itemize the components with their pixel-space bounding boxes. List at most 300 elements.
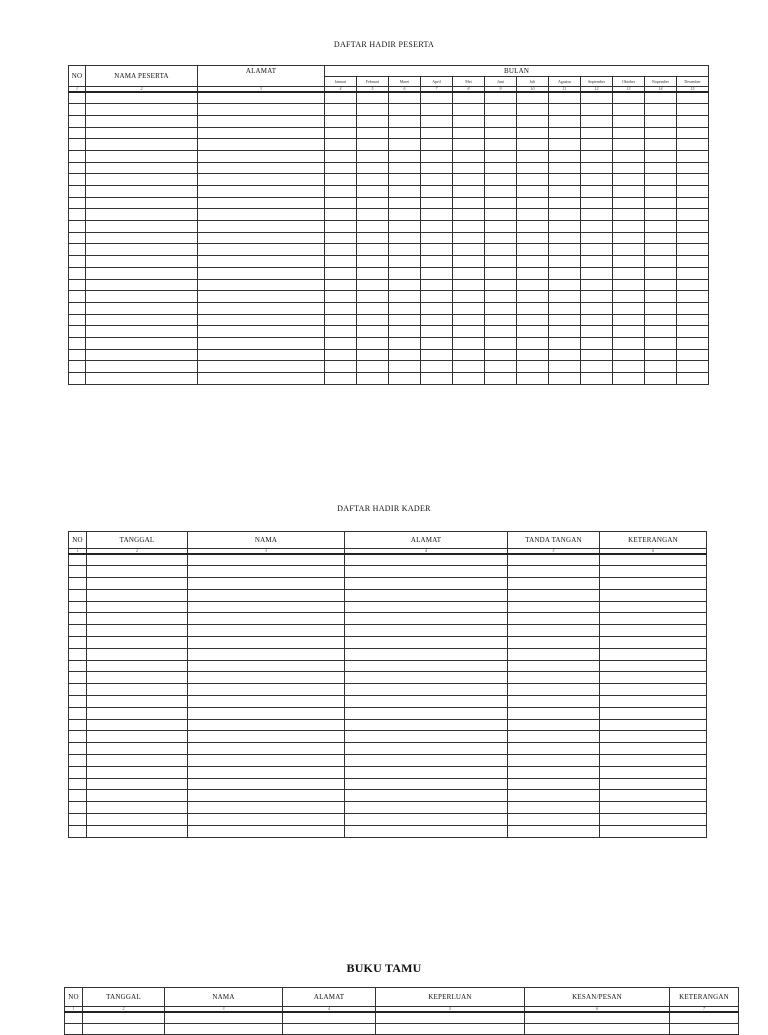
empty-cell[interactable] bbox=[198, 361, 325, 373]
empty-cell[interactable] bbox=[69, 755, 87, 767]
empty-cell[interactable] bbox=[517, 314, 549, 326]
empty-cell[interactable] bbox=[421, 92, 453, 104]
empty-cell[interactable] bbox=[86, 349, 198, 361]
empty-cell[interactable] bbox=[549, 209, 581, 221]
empty-cell[interactable] bbox=[389, 279, 421, 291]
empty-cell[interactable] bbox=[421, 337, 453, 349]
empty-cell[interactable] bbox=[69, 825, 87, 837]
empty-cell[interactable] bbox=[198, 291, 325, 303]
empty-cell[interactable] bbox=[198, 92, 325, 104]
empty-cell[interactable] bbox=[549, 221, 581, 233]
empty-cell[interactable] bbox=[613, 150, 645, 162]
empty-cell[interactable] bbox=[453, 92, 485, 104]
empty-cell[interactable] bbox=[508, 814, 600, 826]
empty-cell[interactable] bbox=[87, 707, 188, 719]
empty-cell[interactable] bbox=[581, 150, 613, 162]
empty-cell[interactable] bbox=[325, 337, 357, 349]
empty-cell[interactable] bbox=[677, 104, 709, 116]
empty-cell[interactable] bbox=[677, 361, 709, 373]
empty-cell[interactable] bbox=[549, 139, 581, 151]
empty-cell[interactable] bbox=[677, 267, 709, 279]
empty-cell[interactable] bbox=[345, 578, 508, 590]
empty-cell[interactable] bbox=[485, 291, 517, 303]
empty-cell[interactable] bbox=[188, 625, 345, 637]
empty-cell[interactable] bbox=[645, 209, 677, 221]
empty-cell[interactable] bbox=[345, 601, 508, 613]
empty-cell[interactable] bbox=[453, 291, 485, 303]
empty-cell[interactable] bbox=[86, 361, 198, 373]
empty-cell[interactable] bbox=[600, 613, 707, 625]
empty-cell[interactable] bbox=[325, 302, 357, 314]
empty-cell[interactable] bbox=[508, 802, 600, 814]
empty-cell[interactable] bbox=[517, 139, 549, 151]
empty-cell[interactable] bbox=[517, 361, 549, 373]
empty-cell[interactable] bbox=[87, 719, 188, 731]
empty-cell[interactable] bbox=[549, 104, 581, 116]
empty-cell[interactable] bbox=[600, 731, 707, 743]
empty-cell[interactable] bbox=[581, 139, 613, 151]
empty-cell[interactable] bbox=[508, 589, 600, 601]
empty-cell[interactable] bbox=[389, 209, 421, 221]
empty-cell[interactable] bbox=[188, 696, 345, 708]
empty-cell[interactable] bbox=[581, 314, 613, 326]
empty-cell[interactable] bbox=[421, 197, 453, 209]
empty-cell[interactable] bbox=[198, 115, 325, 127]
empty-cell[interactable] bbox=[345, 660, 508, 672]
empty-cell[interactable] bbox=[525, 1023, 670, 1034]
empty-cell[interactable] bbox=[188, 707, 345, 719]
empty-cell[interactable] bbox=[86, 139, 198, 151]
empty-cell[interactable] bbox=[389, 373, 421, 385]
empty-cell[interactable] bbox=[325, 139, 357, 151]
empty-cell[interactable] bbox=[69, 150, 86, 162]
empty-cell[interactable] bbox=[677, 197, 709, 209]
empty-cell[interactable] bbox=[357, 267, 389, 279]
empty-cell[interactable] bbox=[508, 637, 600, 649]
empty-cell[interactable] bbox=[65, 1012, 83, 1023]
empty-cell[interactable] bbox=[581, 361, 613, 373]
empty-cell[interactable] bbox=[188, 672, 345, 684]
empty-cell[interactable] bbox=[389, 186, 421, 198]
empty-cell[interactable] bbox=[613, 186, 645, 198]
empty-cell[interactable] bbox=[453, 197, 485, 209]
empty-cell[interactable] bbox=[69, 625, 87, 637]
empty-cell[interactable] bbox=[357, 221, 389, 233]
empty-cell[interactable] bbox=[345, 814, 508, 826]
empty-cell[interactable] bbox=[600, 743, 707, 755]
empty-cell[interactable] bbox=[188, 755, 345, 767]
empty-cell[interactable] bbox=[86, 302, 198, 314]
empty-cell[interactable] bbox=[83, 1012, 165, 1023]
empty-cell[interactable] bbox=[600, 684, 707, 696]
empty-cell[interactable] bbox=[69, 302, 86, 314]
empty-cell[interactable] bbox=[389, 104, 421, 116]
empty-cell[interactable] bbox=[613, 302, 645, 314]
empty-cell[interactable] bbox=[87, 684, 188, 696]
empty-cell[interactable] bbox=[69, 104, 86, 116]
empty-cell[interactable] bbox=[485, 361, 517, 373]
empty-cell[interactable] bbox=[188, 790, 345, 802]
empty-cell[interactable] bbox=[357, 373, 389, 385]
empty-cell[interactable] bbox=[86, 337, 198, 349]
empty-cell[interactable] bbox=[357, 104, 389, 116]
empty-cell[interactable] bbox=[345, 613, 508, 625]
empty-cell[interactable] bbox=[508, 766, 600, 778]
empty-cell[interactable] bbox=[421, 302, 453, 314]
empty-cell[interactable] bbox=[677, 302, 709, 314]
empty-cell[interactable] bbox=[69, 267, 86, 279]
empty-cell[interactable] bbox=[517, 232, 549, 244]
empty-cell[interactable] bbox=[345, 719, 508, 731]
empty-cell[interactable] bbox=[645, 221, 677, 233]
empty-cell[interactable] bbox=[345, 554, 508, 566]
empty-cell[interactable] bbox=[485, 256, 517, 268]
empty-cell[interactable] bbox=[508, 790, 600, 802]
empty-cell[interactable] bbox=[283, 1023, 376, 1034]
empty-cell[interactable] bbox=[677, 279, 709, 291]
empty-cell[interactable] bbox=[613, 162, 645, 174]
empty-cell[interactable] bbox=[188, 554, 345, 566]
empty-cell[interactable] bbox=[198, 267, 325, 279]
empty-cell[interactable] bbox=[485, 92, 517, 104]
empty-cell[interactable] bbox=[198, 186, 325, 198]
empty-cell[interactable] bbox=[613, 174, 645, 186]
empty-cell[interactable] bbox=[549, 337, 581, 349]
empty-cell[interactable] bbox=[677, 337, 709, 349]
empty-cell[interactable] bbox=[677, 244, 709, 256]
empty-cell[interactable] bbox=[581, 186, 613, 198]
empty-cell[interactable] bbox=[549, 279, 581, 291]
empty-cell[interactable] bbox=[613, 139, 645, 151]
empty-cell[interactable] bbox=[69, 601, 87, 613]
empty-cell[interactable] bbox=[508, 601, 600, 613]
empty-cell[interactable] bbox=[198, 326, 325, 338]
empty-cell[interactable] bbox=[345, 625, 508, 637]
empty-cell[interactable] bbox=[69, 707, 87, 719]
empty-cell[interactable] bbox=[69, 232, 86, 244]
empty-cell[interactable] bbox=[389, 139, 421, 151]
empty-cell[interactable] bbox=[549, 92, 581, 104]
empty-cell[interactable] bbox=[613, 361, 645, 373]
empty-cell[interactable] bbox=[581, 127, 613, 139]
empty-cell[interactable] bbox=[677, 186, 709, 198]
empty-cell[interactable] bbox=[453, 186, 485, 198]
empty-cell[interactable] bbox=[87, 601, 188, 613]
empty-cell[interactable] bbox=[188, 684, 345, 696]
empty-cell[interactable] bbox=[645, 302, 677, 314]
empty-cell[interactable] bbox=[421, 349, 453, 361]
empty-cell[interactable] bbox=[421, 279, 453, 291]
empty-cell[interactable] bbox=[389, 361, 421, 373]
empty-cell[interactable] bbox=[198, 337, 325, 349]
empty-cell[interactable] bbox=[677, 150, 709, 162]
empty-cell[interactable] bbox=[581, 174, 613, 186]
empty-cell[interactable] bbox=[188, 731, 345, 743]
empty-cell[interactable] bbox=[613, 267, 645, 279]
empty-cell[interactable] bbox=[613, 232, 645, 244]
empty-cell[interactable] bbox=[508, 684, 600, 696]
empty-cell[interactable] bbox=[198, 232, 325, 244]
empty-cell[interactable] bbox=[613, 279, 645, 291]
empty-cell[interactable] bbox=[345, 802, 508, 814]
empty-cell[interactable] bbox=[645, 232, 677, 244]
empty-cell[interactable] bbox=[485, 209, 517, 221]
empty-cell[interactable] bbox=[549, 256, 581, 268]
empty-cell[interactable] bbox=[645, 127, 677, 139]
empty-cell[interactable] bbox=[485, 302, 517, 314]
empty-cell[interactable] bbox=[69, 349, 86, 361]
empty-cell[interactable] bbox=[198, 373, 325, 385]
empty-cell[interactable] bbox=[677, 221, 709, 233]
empty-cell[interactable] bbox=[69, 337, 86, 349]
empty-cell[interactable] bbox=[421, 244, 453, 256]
empty-cell[interactable] bbox=[600, 637, 707, 649]
empty-cell[interactable] bbox=[87, 660, 188, 672]
empty-cell[interactable] bbox=[69, 684, 87, 696]
empty-cell[interactable] bbox=[453, 256, 485, 268]
empty-cell[interactable] bbox=[517, 197, 549, 209]
empty-cell[interactable] bbox=[581, 244, 613, 256]
empty-cell[interactable] bbox=[645, 361, 677, 373]
empty-cell[interactable] bbox=[600, 601, 707, 613]
empty-cell[interactable] bbox=[87, 696, 188, 708]
empty-cell[interactable] bbox=[198, 104, 325, 116]
empty-cell[interactable] bbox=[600, 790, 707, 802]
empty-cell[interactable] bbox=[508, 743, 600, 755]
empty-cell[interactable] bbox=[87, 625, 188, 637]
empty-cell[interactable] bbox=[69, 244, 86, 256]
empty-cell[interactable] bbox=[86, 244, 198, 256]
empty-cell[interactable] bbox=[581, 232, 613, 244]
empty-cell[interactable] bbox=[645, 326, 677, 338]
empty-cell[interactable] bbox=[357, 291, 389, 303]
empty-cell[interactable] bbox=[389, 150, 421, 162]
empty-cell[interactable] bbox=[188, 648, 345, 660]
empty-cell[interactable] bbox=[87, 802, 188, 814]
empty-cell[interactable] bbox=[600, 566, 707, 578]
empty-cell[interactable] bbox=[389, 244, 421, 256]
empty-cell[interactable] bbox=[357, 115, 389, 127]
empty-cell[interactable] bbox=[581, 279, 613, 291]
empty-cell[interactable] bbox=[645, 104, 677, 116]
empty-cell[interactable] bbox=[86, 209, 198, 221]
empty-cell[interactable] bbox=[376, 1023, 525, 1034]
empty-cell[interactable] bbox=[357, 337, 389, 349]
empty-cell[interactable] bbox=[517, 150, 549, 162]
empty-cell[interactable] bbox=[421, 314, 453, 326]
empty-cell[interactable] bbox=[87, 554, 188, 566]
empty-cell[interactable] bbox=[188, 743, 345, 755]
empty-cell[interactable] bbox=[357, 302, 389, 314]
empty-cell[interactable] bbox=[421, 267, 453, 279]
empty-cell[interactable] bbox=[69, 648, 87, 660]
empty-cell[interactable] bbox=[421, 256, 453, 268]
empty-cell[interactable] bbox=[421, 291, 453, 303]
empty-cell[interactable] bbox=[517, 104, 549, 116]
empty-cell[interactable] bbox=[517, 373, 549, 385]
empty-cell[interactable] bbox=[87, 825, 188, 837]
empty-cell[interactable] bbox=[581, 209, 613, 221]
empty-cell[interactable] bbox=[86, 115, 198, 127]
empty-cell[interactable] bbox=[581, 337, 613, 349]
empty-cell[interactable] bbox=[485, 221, 517, 233]
empty-cell[interactable] bbox=[86, 267, 198, 279]
empty-cell[interactable] bbox=[677, 209, 709, 221]
empty-cell[interactable] bbox=[188, 613, 345, 625]
empty-cell[interactable] bbox=[325, 186, 357, 198]
empty-cell[interactable] bbox=[508, 672, 600, 684]
empty-cell[interactable] bbox=[87, 648, 188, 660]
empty-cell[interactable] bbox=[670, 1023, 739, 1034]
empty-cell[interactable] bbox=[485, 104, 517, 116]
empty-cell[interactable] bbox=[69, 373, 86, 385]
empty-cell[interactable] bbox=[389, 349, 421, 361]
empty-cell[interactable] bbox=[357, 256, 389, 268]
empty-cell[interactable] bbox=[86, 373, 198, 385]
empty-cell[interactable] bbox=[86, 162, 198, 174]
empty-cell[interactable] bbox=[549, 302, 581, 314]
empty-cell[interactable] bbox=[198, 221, 325, 233]
empty-cell[interactable] bbox=[421, 373, 453, 385]
empty-cell[interactable] bbox=[453, 209, 485, 221]
empty-cell[interactable] bbox=[549, 197, 581, 209]
empty-cell[interactable] bbox=[198, 302, 325, 314]
empty-cell[interactable] bbox=[508, 578, 600, 590]
empty-cell[interactable] bbox=[389, 314, 421, 326]
empty-cell[interactable] bbox=[485, 186, 517, 198]
empty-cell[interactable] bbox=[677, 373, 709, 385]
empty-cell[interactable] bbox=[86, 174, 198, 186]
empty-cell[interactable] bbox=[600, 707, 707, 719]
empty-cell[interactable] bbox=[453, 244, 485, 256]
empty-cell[interactable] bbox=[600, 625, 707, 637]
empty-cell[interactable] bbox=[69, 221, 86, 233]
empty-cell[interactable] bbox=[345, 684, 508, 696]
empty-cell[interactable] bbox=[549, 373, 581, 385]
empty-cell[interactable] bbox=[581, 92, 613, 104]
empty-cell[interactable] bbox=[600, 766, 707, 778]
empty-cell[interactable] bbox=[485, 267, 517, 279]
empty-cell[interactable] bbox=[645, 150, 677, 162]
empty-cell[interactable] bbox=[421, 232, 453, 244]
empty-cell[interactable] bbox=[645, 139, 677, 151]
empty-cell[interactable] bbox=[389, 174, 421, 186]
empty-cell[interactable] bbox=[86, 221, 198, 233]
empty-cell[interactable] bbox=[549, 326, 581, 338]
empty-cell[interactable] bbox=[525, 1012, 670, 1023]
empty-cell[interactable] bbox=[485, 373, 517, 385]
empty-cell[interactable] bbox=[69, 578, 87, 590]
empty-cell[interactable] bbox=[69, 127, 86, 139]
empty-cell[interactable] bbox=[453, 162, 485, 174]
empty-cell[interactable] bbox=[517, 302, 549, 314]
empty-cell[interactable] bbox=[69, 291, 86, 303]
empty-cell[interactable] bbox=[325, 127, 357, 139]
empty-cell[interactable] bbox=[69, 589, 87, 601]
empty-cell[interactable] bbox=[345, 637, 508, 649]
empty-cell[interactable] bbox=[69, 115, 86, 127]
empty-cell[interactable] bbox=[517, 326, 549, 338]
empty-cell[interactable] bbox=[87, 637, 188, 649]
empty-cell[interactable] bbox=[645, 267, 677, 279]
empty-cell[interactable] bbox=[69, 209, 86, 221]
empty-cell[interactable] bbox=[325, 115, 357, 127]
empty-cell[interactable] bbox=[453, 373, 485, 385]
empty-cell[interactable] bbox=[87, 778, 188, 790]
empty-cell[interactable] bbox=[421, 150, 453, 162]
empty-cell[interactable] bbox=[600, 660, 707, 672]
empty-cell[interactable] bbox=[345, 790, 508, 802]
empty-cell[interactable] bbox=[600, 825, 707, 837]
empty-cell[interactable] bbox=[517, 92, 549, 104]
empty-cell[interactable] bbox=[357, 162, 389, 174]
empty-cell[interactable] bbox=[325, 373, 357, 385]
empty-cell[interactable] bbox=[517, 162, 549, 174]
empty-cell[interactable] bbox=[485, 279, 517, 291]
empty-cell[interactable] bbox=[87, 755, 188, 767]
empty-cell[interactable] bbox=[421, 361, 453, 373]
empty-cell[interactable] bbox=[549, 186, 581, 198]
empty-cell[interactable] bbox=[421, 127, 453, 139]
empty-cell[interactable] bbox=[87, 743, 188, 755]
empty-cell[interactable] bbox=[453, 349, 485, 361]
empty-cell[interactable] bbox=[357, 279, 389, 291]
empty-cell[interactable] bbox=[345, 743, 508, 755]
empty-cell[interactable] bbox=[86, 104, 198, 116]
empty-cell[interactable] bbox=[677, 232, 709, 244]
empty-cell[interactable] bbox=[357, 349, 389, 361]
empty-cell[interactable] bbox=[69, 719, 87, 731]
empty-cell[interactable] bbox=[581, 115, 613, 127]
empty-cell[interactable] bbox=[389, 197, 421, 209]
empty-cell[interactable] bbox=[86, 92, 198, 104]
empty-cell[interactable] bbox=[600, 578, 707, 590]
empty-cell[interactable] bbox=[325, 150, 357, 162]
empty-cell[interactable] bbox=[485, 244, 517, 256]
empty-cell[interactable] bbox=[549, 162, 581, 174]
empty-cell[interactable] bbox=[86, 279, 198, 291]
empty-cell[interactable] bbox=[677, 349, 709, 361]
empty-cell[interactable] bbox=[421, 162, 453, 174]
empty-cell[interactable] bbox=[345, 825, 508, 837]
empty-cell[interactable] bbox=[389, 291, 421, 303]
empty-cell[interactable] bbox=[613, 209, 645, 221]
empty-cell[interactable] bbox=[389, 337, 421, 349]
empty-cell[interactable] bbox=[600, 802, 707, 814]
empty-cell[interactable] bbox=[86, 256, 198, 268]
empty-cell[interactable] bbox=[188, 601, 345, 613]
empty-cell[interactable] bbox=[645, 337, 677, 349]
empty-cell[interactable] bbox=[345, 696, 508, 708]
empty-cell[interactable] bbox=[421, 326, 453, 338]
empty-cell[interactable] bbox=[485, 232, 517, 244]
empty-cell[interactable] bbox=[645, 197, 677, 209]
empty-cell[interactable] bbox=[86, 291, 198, 303]
empty-cell[interactable] bbox=[517, 337, 549, 349]
empty-cell[interactable] bbox=[69, 731, 87, 743]
empty-cell[interactable] bbox=[508, 554, 600, 566]
empty-cell[interactable] bbox=[421, 186, 453, 198]
empty-cell[interactable] bbox=[613, 373, 645, 385]
empty-cell[interactable] bbox=[345, 648, 508, 660]
empty-cell[interactable] bbox=[600, 755, 707, 767]
empty-cell[interactable] bbox=[581, 349, 613, 361]
empty-cell[interactable] bbox=[549, 174, 581, 186]
empty-cell[interactable] bbox=[198, 349, 325, 361]
empty-cell[interactable] bbox=[613, 244, 645, 256]
empty-cell[interactable] bbox=[613, 221, 645, 233]
empty-cell[interactable] bbox=[389, 232, 421, 244]
